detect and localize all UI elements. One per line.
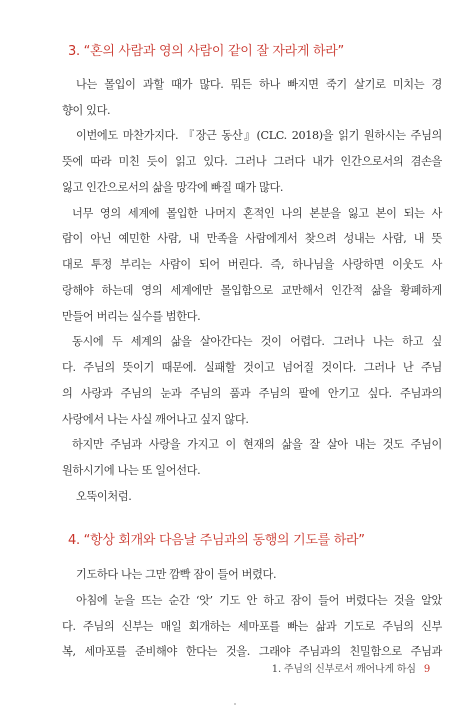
body-line: 사랑에서 나는 사실 깨어나고 싶지 않다. (62, 413, 249, 426)
body-line: 람이 아닌 예민한 사람, 내 만족을 사람에게서 찾으려 성내는 사람, 내 뜻 (62, 232, 442, 245)
body-line: 동시에 두 세계의 삶을 살아간다는 것이 어렵다. 그러나 나는 하고 싶 (72, 335, 442, 348)
body-line: 너무 영의 세계에 몰입한 나머지 혼적인 나의 본분을 잃고 본이 되는 사 (72, 207, 442, 220)
section-heading-4: 4. “항상 회개와 다음날 주님과의 동행의 기도를 하라” (68, 533, 365, 548)
chapter-title: 1. 주님의 신부로서 깨어나게 하심 (271, 664, 416, 675)
page-footer (272, 660, 430, 675)
body-line: 원하시기에 나는 또 일어선다. (62, 464, 201, 477)
body-line: 복, 세마포를 준비해야 한다는 것을. 그래야 주님과의 친밀함으로 주님과 (62, 645, 442, 658)
body-line: 향이 있다. (62, 104, 111, 117)
body-line: 잃고 인간으로서의 삶을 망각에 빠질 때가 많다. (62, 181, 284, 194)
body-line: 나는 몰입이 과할 때가 많다. 뭐든 하나 빠지면 죽기 살기로 미치는 경 (76, 78, 442, 91)
body-line: 오뚝이처럼. (76, 490, 132, 503)
section-heading-3: 3. “혼의 사람과 영의 사람이 같이 잘 자라게 하라” (68, 44, 344, 59)
page-number: 9 (423, 664, 430, 675)
body-line: 하지만 주님과 사랑을 가지고 이 현재의 삶을 잘 살아 내는 것도 주님이 (72, 438, 442, 451)
body-line: 대로 투정 부리는 사람이 되어 버린다. 즉, 하나님을 사랑하면 이웃도 사 (62, 258, 442, 271)
page-bottom-dot (234, 703, 236, 705)
body-line: 랑해야 하는데 영의 세계에만 몰입함으로 교만해서 인간적 삶을 황폐하게 (62, 284, 442, 297)
body-line: 다. 주님의 뜻이기 때문에. 실패할 것이고 넘어질 것이다. 그러나 난 주님 (62, 361, 442, 374)
body-line: 뜻에 따라 미친 듯이 읽고 있다. 그러나 그러다 내가 인간으로서의 겸손을 (62, 155, 442, 168)
body-line: 의 사랑과 주님의 눈과 주님의 품과 주님의 팔에 안기고 싶다. 주님과의 (62, 387, 442, 400)
body-line: 아침에 눈을 뜨는 순간 ‘앗’ 기도 안 하고 잠이 들어 버렸다는 것을 알았 (76, 594, 442, 607)
body-line: 다. 주님의 신부는 매일 회개하는 세마포를 빠는 삶과 기도로 주님의 신부 (62, 620, 442, 633)
body-line: 만들어 버리는 실수를 범한다. (62, 310, 201, 323)
body-line: 이번에도 마찬가지다. 『장근 동산』(CLC. 2018)을 읽기 원하시는 주님의 (76, 129, 442, 142)
body-line: 기도하다 나는 그만 깜빡 잠이 들어 버렸다. (76, 568, 277, 581)
